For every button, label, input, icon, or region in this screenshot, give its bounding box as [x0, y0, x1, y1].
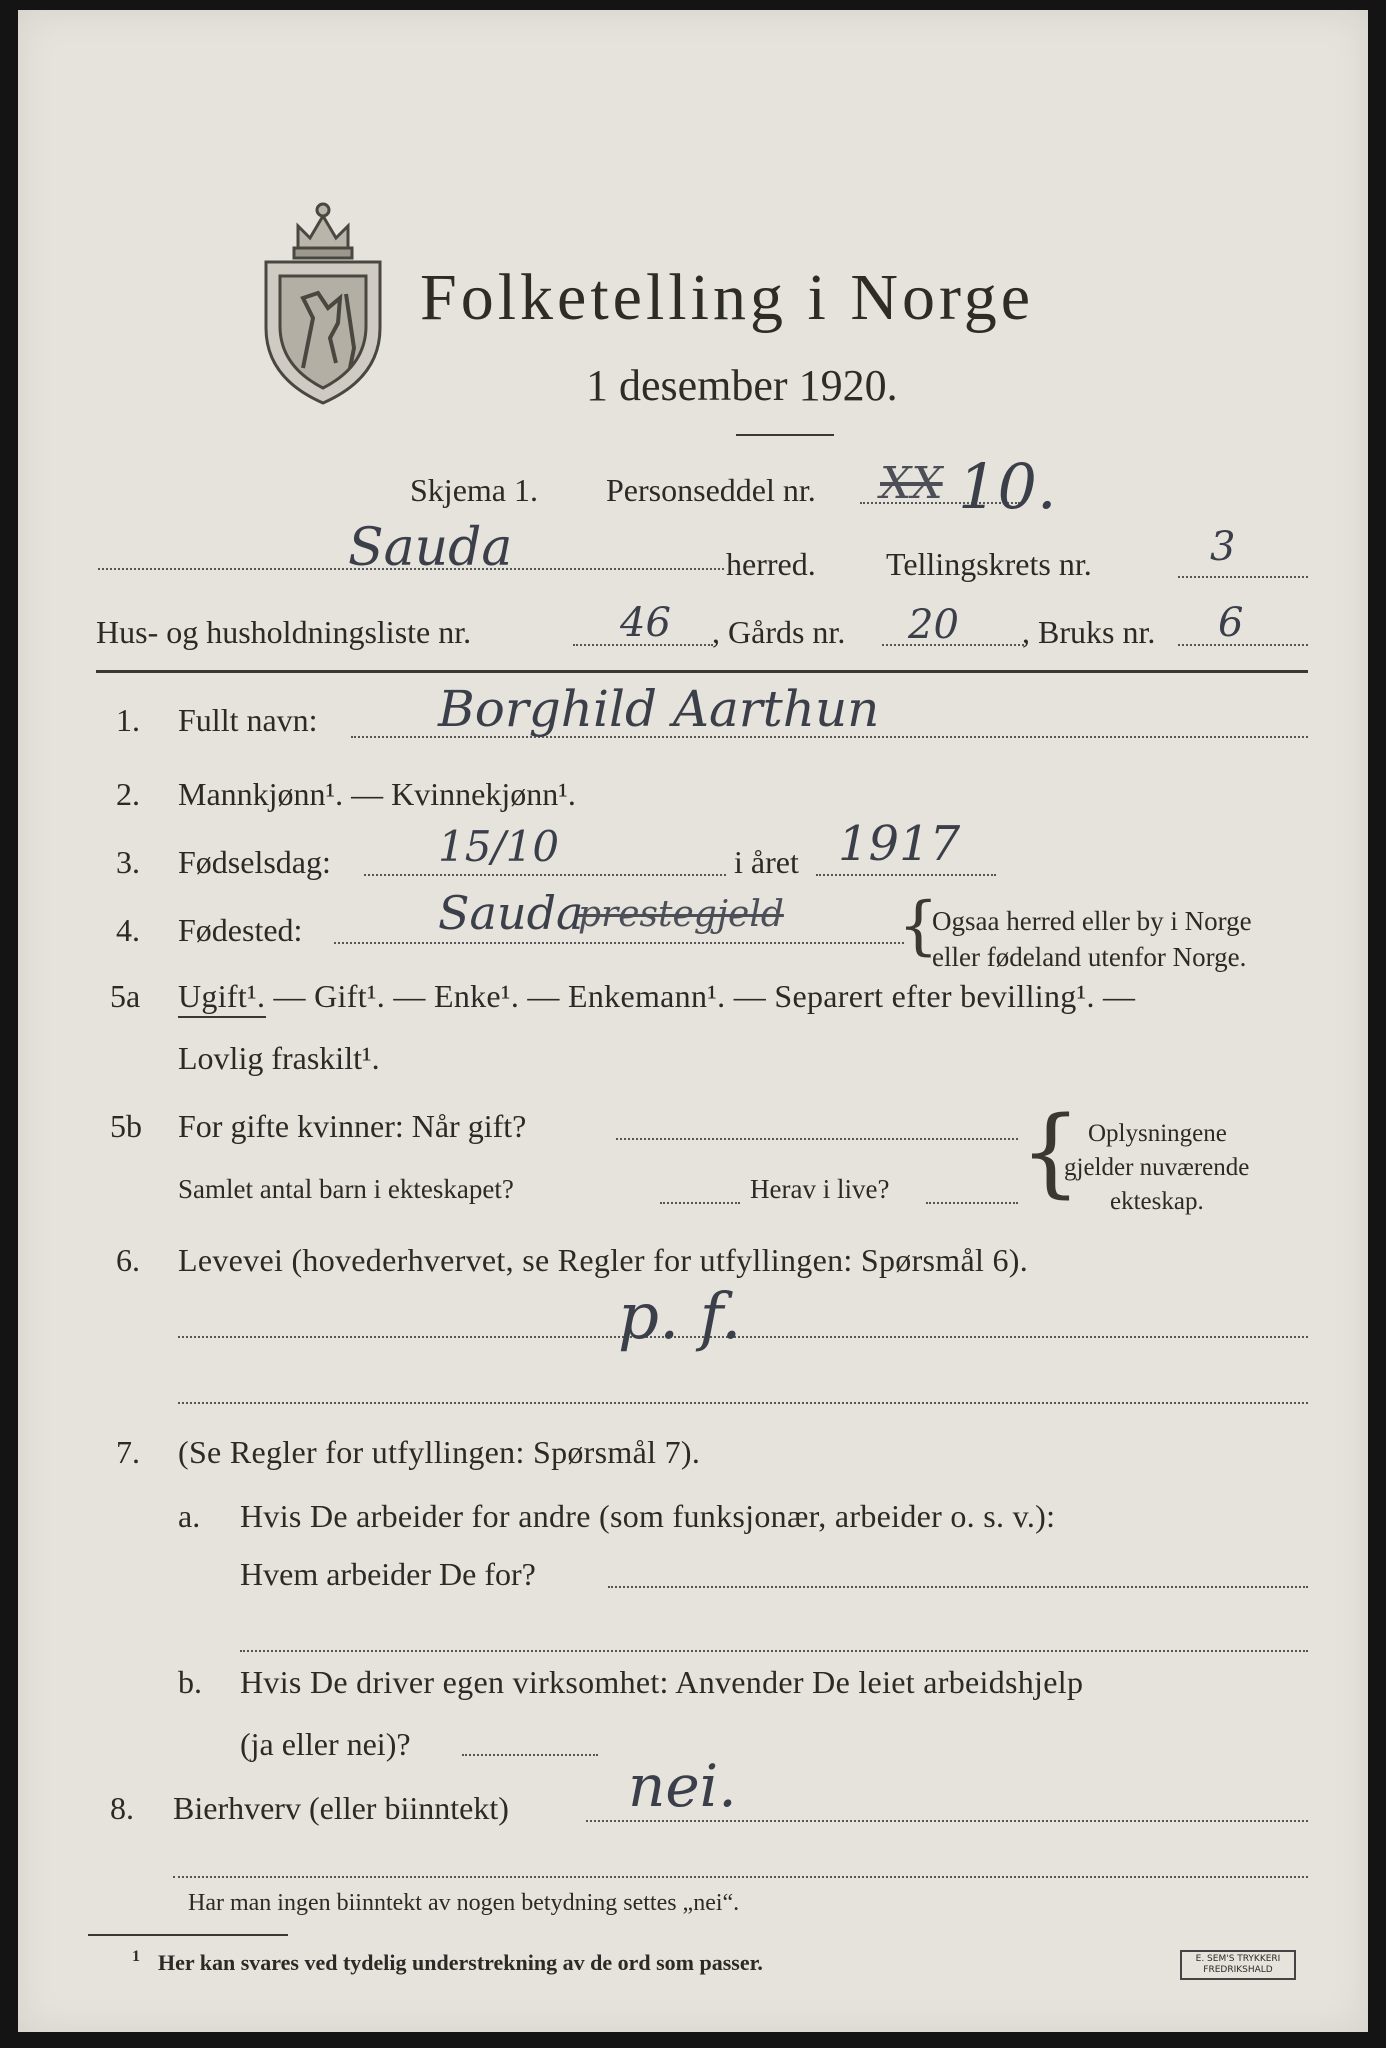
tellingskrets-value[interactable]: 3	[1210, 524, 1236, 570]
birthplace-value[interactable]: Sauda	[438, 886, 584, 940]
bruks-label: , Bruks nr.	[1022, 614, 1156, 650]
q7a-line	[608, 1586, 1308, 1588]
herred-value[interactable]: Sauda	[348, 518, 513, 578]
q6-number: 6.	[116, 1242, 140, 1278]
hus-value[interactable]: 46	[620, 600, 671, 646]
marital-status-options-cont[interactable]: Lovlig fraskilt¹.	[178, 1040, 380, 1076]
q4-label: Fødested:	[178, 912, 303, 948]
q1-label: Fullt navn:	[178, 702, 318, 738]
q7b-letter: b.	[178, 1664, 202, 1700]
birth-date-value[interactable]: 15/10	[438, 822, 560, 871]
printer-stamp-line-2: FREDRIKSHALD	[1203, 1965, 1273, 1975]
q5b-married-line	[616, 1138, 1018, 1140]
printer-stamp	[1180, 1950, 1296, 1980]
footer-divider	[88, 1934, 288, 1936]
full-name-value[interactable]: Borghild Aarthun	[438, 680, 880, 738]
q5b-children-line	[660, 1202, 740, 1204]
q7a-letter: a.	[178, 1498, 201, 1534]
header-divider	[96, 670, 1308, 673]
census-date: 1 desember 1920.	[586, 361, 898, 410]
q4-note-line-1: Ogsaa herred eller by i Norge	[932, 906, 1252, 936]
herred-label: herred.	[726, 546, 816, 582]
q7-number: 7.	[116, 1434, 140, 1470]
coat-of-arms-icon	[258, 198, 388, 408]
q3-number: 3.	[116, 844, 140, 880]
q4-number: 4.	[116, 912, 140, 948]
marital-status-options[interactable]: Ugift¹. — Gift¹. — Enke¹. — Enkemann¹. — Separert efter bevilling¹. —	[178, 978, 1136, 1014]
q7a-line-1: Hvis De arbeider for andre (som funksjonær, arbeider o. s. v.):	[240, 1498, 1056, 1534]
q7b-line-2: (ja eller nei)?	[240, 1726, 411, 1762]
q5b-alive-line	[926, 1202, 1018, 1204]
q1-number: 1.	[116, 702, 140, 738]
q6-line-1	[178, 1336, 1308, 1338]
form-title: Folketelling i Norge	[420, 261, 1035, 334]
q5b-note-line-2: gjelder nuværende	[1064, 1154, 1250, 1181]
q4-note-line-2: eller fødeland utenfor Norge.	[932, 942, 1247, 972]
gards-label: , Gårds nr.	[712, 614, 846, 650]
personseddel-struck-value: XX	[880, 458, 943, 509]
q6-label: Levevei (hovederhvervet, se Regler for utfyllingen: Spørsmål 6).	[178, 1242, 1029, 1278]
birthplace-struck-value: prestegjeld	[578, 894, 784, 935]
printer-stamp-line-1: E. SEM'S TRYKKERI	[1195, 1954, 1281, 1964]
q5b-brace: {	[1020, 1096, 1082, 1208]
q5b-note-line-3: ekteskap.	[1110, 1188, 1204, 1215]
side-income-value[interactable]: nei.	[628, 1752, 737, 1820]
q7b-line	[462, 1754, 598, 1756]
q5b-line-1: For gifte kvinner: Når gift?	[178, 1108, 527, 1144]
q2-number: 2.	[116, 776, 140, 812]
q4-line	[334, 942, 904, 944]
census-form-page	[18, 10, 1368, 2032]
q8-note: Har man ingen biinntekt av nogen betydning settes „nei“.	[188, 1890, 740, 1916]
q8-line-extra	[173, 1876, 1308, 1878]
q5b-note-line-1: Oplysningene	[1088, 1120, 1227, 1147]
q7a-line-2: Hvem arbeider De for?	[240, 1556, 536, 1592]
tellingskrets-label: Tellingskrets nr.	[886, 546, 1092, 582]
personseddel-label: Personseddel nr.	[606, 472, 816, 508]
q8-line	[586, 1820, 1308, 1822]
footnote-number: 1	[132, 1948, 140, 1965]
title-divider	[736, 434, 834, 436]
gards-value[interactable]: 20	[908, 602, 959, 648]
q3-line	[364, 874, 726, 876]
skjema-label: Skjema 1.	[410, 472, 538, 508]
occupation-value[interactable]: p. f.	[618, 1280, 742, 1354]
q5b-number: 5b	[110, 1108, 142, 1144]
q7-label: (Se Regler for utfyllingen: Spørsmål 7).	[178, 1434, 701, 1470]
q5a-number: 5a	[110, 978, 141, 1014]
q4-brace: {	[898, 889, 939, 963]
q7a-line-extra	[240, 1650, 1308, 1652]
birth-year-value[interactable]: 1917	[838, 816, 961, 872]
q7b-line-1: Hvis De driver egen virksomhet: Anvender De leiet arbeidshjelp	[240, 1664, 1084, 1700]
tellingskrets-line	[1178, 576, 1308, 578]
q3-year-label: i året	[734, 844, 799, 880]
q5b-line-2a: Samlet antal barn i ekteskapet?	[178, 1174, 514, 1204]
ugift-underline	[178, 1016, 266, 1018]
q3-label: Fødselsdag:	[178, 844, 331, 880]
q6-line-2	[178, 1402, 1308, 1404]
hus-label: Hus- og husholdningsliste nr.	[96, 614, 472, 650]
q3-year-line	[816, 874, 996, 876]
q5b-line-2b: Herav i live?	[750, 1174, 890, 1204]
bruks-value[interactable]: 6	[1218, 600, 1244, 646]
q8-number: 8.	[110, 1790, 134, 1826]
footnote: Her kan svares ved tydelig understrekning av de ord som passer.	[158, 1950, 763, 1975]
q8-label: Bierhverv (eller biinntekt)	[173, 1790, 509, 1826]
gender-options[interactable]: Mannkjønn¹. — Kvinnekjønn¹.	[178, 776, 576, 812]
personseddel-value[interactable]: 10.	[958, 450, 1057, 523]
